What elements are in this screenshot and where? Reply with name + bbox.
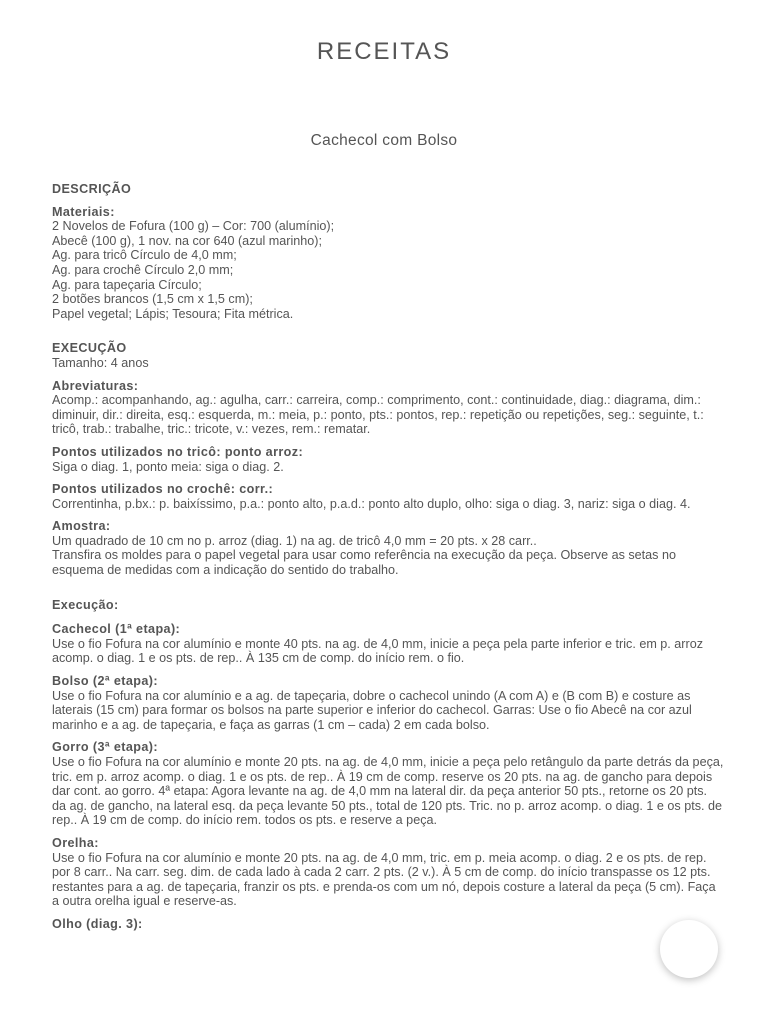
material-item: 2 Novelos de Fofura (100 g) – Cor: 700 (alumínio);	[52, 219, 335, 234]
material-item: 2 botões brancos (1,5 cm x 1,5 cm);	[52, 292, 253, 307]
material-item: Papel vegetal; Lápis; Tesoura; Fita métrica.	[52, 306, 294, 321]
materiais-heading: Materiais:	[52, 204, 115, 219]
material-item: Ag. para tapeçaria Círculo;	[52, 277, 202, 292]
amostra-text: Um quadrado de 10 cm no p. arroz (diag. 1) na ag. de tricô 4,0 mm = 20 pts. x 28 carr..	[52, 533, 537, 548]
orelha-text: Use o fio Fofura na cor alumínio e monte 20 pts. na ag. de 4,0 mm, tric. em p. meia acomp. o diag. 2 e os pts. de rep. por 8 carr.. Na carr. seg. dim. de cada lado à cada 2 carr. 2 pts. (2 v.). À 5 cm de comp. do início transpasse os 12 pts. restantes para a ag. de tapeçaria, franzir os pts. e prenda-os com um nó, depois costure a lateral da peça (5 cm). Faça a outra orelha igual e reserve-as.	[52, 850, 716, 909]
amostra-heading: Amostra:	[52, 519, 111, 534]
amostra-text: Transfira os moldes para o papel vegetal para usar como referência na execução da peça. Observe as setas no esquema de medidas com a indicação do sentido do trabalho.	[52, 548, 676, 578]
abreviaturas-text: Acomp.: acompanhando, ag.: agulha, carr.: carreira, comp.: comprimento, cont.: continuidade, diag.: diagrama, dim.: diminuir, dir.: direita, esq.: esquerda, m.: meia, p.: ponto, pts.: pontos, rep.: repetição ou repetições, seg.: seguinte, t.: tricô, trab.: trabalhe, tric.: tricote, v.: vezes, rem.: rematar.	[52, 393, 704, 437]
cachecol-text: Use o fio Fofura na cor alumínio e monte 40 pts. na ag. de 4,0 mm, inicie a peça pela parte inferior e tric. em p. arroz acomp. o diag. 1 e os pts. de rep.. À 135 cm de comp. do início rem. o fio.	[52, 636, 704, 666]
croche-text: Correntinha, p.bx.: p. baixíssimo, p.a.: ponto alto, p.a.d.: ponto alto duplo, olho: siga o diag. 3, nariz: siga o diag. 4.	[52, 496, 691, 511]
recipe-content	[52, 182, 724, 932]
material-item: Abecê (100 g), 1 nov. na cor 640 (azul marinho);	[52, 233, 322, 248]
trico-text: Siga o diag. 1, ponto meia: siga o diag. 2.	[52, 459, 284, 474]
trico-heading: Pontos utilizados no tricô: ponto arroz:	[52, 444, 304, 459]
bolso-text: Use o fio Fofura na cor alumínio e a ag. de tapeçaria, dobre o cachecol unindo (A com A) e (B com B) e costure as laterais (15 cm) para formar os bolsos na parte superior e inferior do cachecol. Garras: Use o fio Abecê na cor azul marinho e a ag. de tapeçaria, e faça as garras (1 cm – cada) 2 em cada bolso.	[52, 688, 692, 732]
gorro-heading: Gorro (3ª etapa):	[52, 740, 158, 755]
tamanho-text: Tamanho: 4 anos	[52, 355, 149, 370]
material-item: Ag. para tricô Círculo de 4,0 mm;	[52, 248, 237, 263]
passos-heading: Execução:	[52, 597, 119, 612]
gorro-text: Use o fio Fofura na cor alumínio e monte 20 pts. na ag. de 4,0 mm, inicie a peça pelo retângulo da parte detrás da peça, tric. em p. arroz acomp. o diag. 1 e os pts. de rep.. À 19 cm de comp. reserve os 20 pts. na ag. de gancho para depois dar cont. ao gorro. 4ª etapa: Agora levante na ag. de 4,0 mm na lateral dir. da peça anterior 50 pts., retorne os 20 pts. da ag. de gancho, na lateral esq. da peça levante 50 pts., total de 120 pts. Tric. no p. arroz acomp. o diag. 1 e os pts. de rep.. À 19 cm de comp. do início rem. todos os pts. e reserve a peça.	[52, 755, 724, 828]
floating-action-button[interactable]	[660, 920, 718, 978]
abreviaturas-heading: Abreviaturas:	[52, 378, 139, 393]
orelha-heading: Orelha:	[52, 835, 99, 850]
recipe-title: Cachecol com Bolso	[310, 132, 458, 149]
bolso-heading: Bolso (2ª etapa):	[52, 674, 158, 689]
olho-heading: Olho (diag. 3):	[52, 916, 143, 931]
cachecol-heading: Cachecol (1ª etapa):	[52, 622, 181, 637]
page-title: RECEITAS	[316, 38, 452, 65]
descricao-heading: DESCRIÇÃO	[52, 182, 132, 196]
material-item: Ag. para crochê Círculo 2,0 mm;	[52, 262, 234, 277]
croche-heading: Pontos utilizados no crochê: corr.:	[52, 482, 274, 497]
execucao-heading: EXECUÇÃO	[52, 341, 127, 356]
